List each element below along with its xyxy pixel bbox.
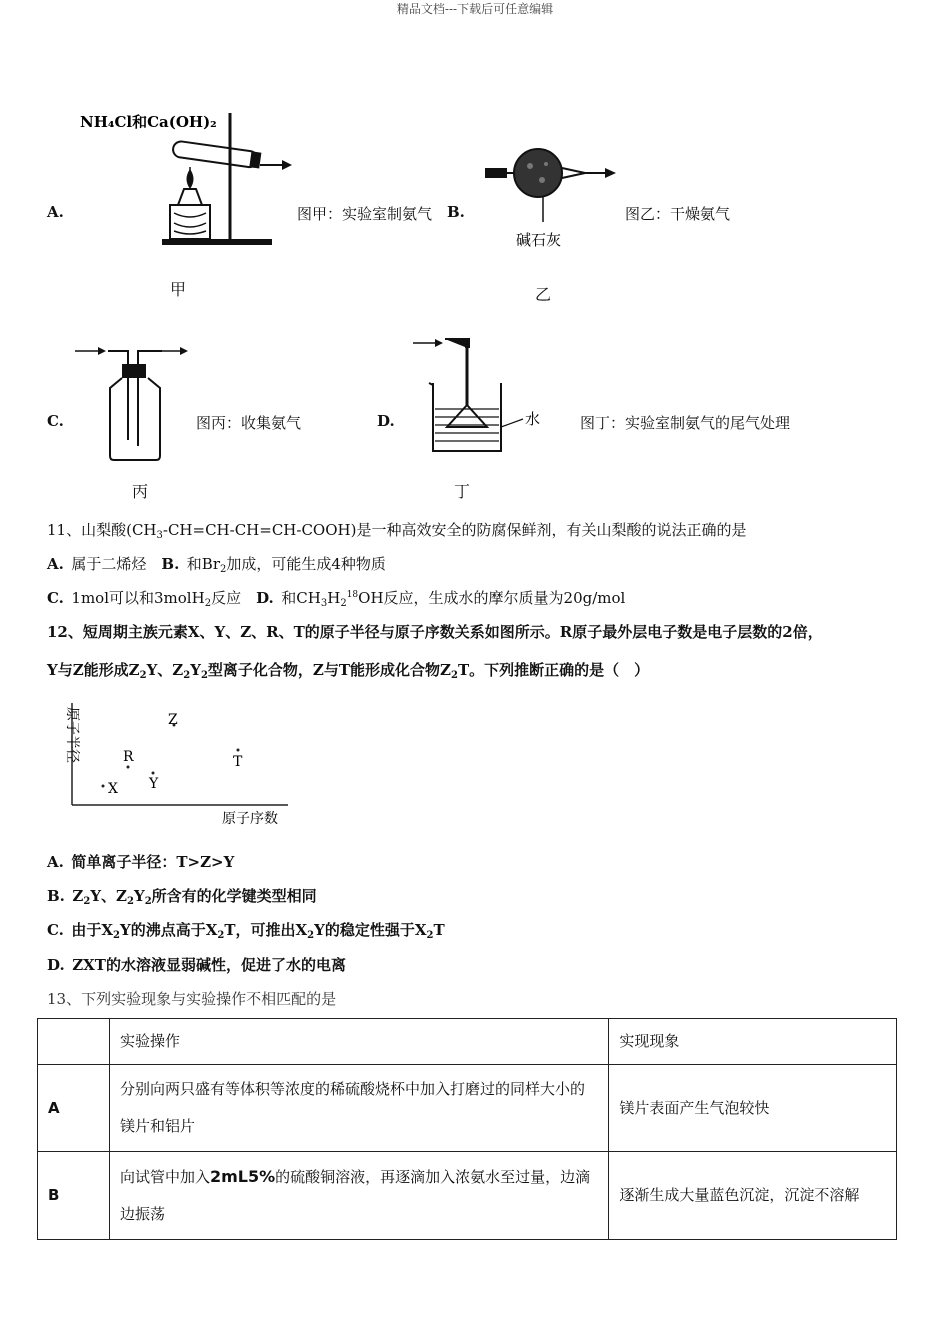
q13-table [37,1018,897,1240]
chart-xlabel: 原子序数 [222,811,278,827]
row-operation: 分别向两只盛有等体积等浓度的稀硫酸烧杯中加入打磨过的同样大小的镁片和铝片 [109,1065,608,1152]
q11-options-ab: A. 属于二烯烃 B. 和$Br_2$加成，可能生成4种物质 [47,555,386,575]
table-header-row [38,1019,897,1065]
apparatus-jia-figure [70,105,300,255]
figure-name-jia: 甲 [170,280,187,299]
table-header-cell: 实验操作 [109,1019,608,1065]
option-b-label: B. [447,203,465,221]
chart-ylabel: 原子半径 [64,707,80,763]
caption-yi: 图乙：干燥氨气 [625,205,731,223]
desiccant-label: 碱石灰 [516,231,562,249]
q12-option-a: A. 简单离子半径：T>Z>Y [47,853,235,871]
row-result: 逐渐生成大量蓝色沉淀，沉淀不溶解 [609,1152,897,1240]
table-header-cell [38,1019,110,1065]
apparatus-yi-figure [480,140,630,260]
point-z: Z [168,712,178,728]
figure-name-ding: 丁 [454,482,471,501]
option-d-label: D. [377,412,395,430]
point-y: Y [149,776,159,792]
q12-stem-line1: 12、短周期主族元素X、Y、Z、R、T的原子半径与原子序数关系如图所示。R原子最外层电子数是电子层数的2倍， [47,623,823,641]
radius-chart [50,695,300,830]
point-r: R [123,749,134,765]
caption-bing: 图丙：收集氨气 [196,414,302,432]
table-row [38,1065,897,1152]
apparatus-ding-figure [405,335,545,460]
row-result: 镁片表面产生气泡较快 [609,1065,897,1152]
q11-options-cd: C. 1mol可以和3molH$_2$反应 D. 和$CH_3H_2^{18}OH$反应，生成水的摩尔质量为20g/mol [47,589,626,609]
row-operation: 向试管中加入2mL5%的硫酸铜溶液，再逐滴加入浓氨水至过量，边滴边振荡 [109,1152,608,1240]
water-label: 水 [525,410,541,428]
option-a-label: A. [47,203,64,221]
figure-name-yi: 乙 [535,285,552,304]
option-c-label: C. [47,412,64,430]
q12-option-c: C. 由于$X_2Y$的沸点高于$X_2T$，可推出$X_2Y$的稳定性强于$X_2T$ [47,921,445,941]
row-key: B [38,1152,110,1240]
apparatus-bing-figure [70,338,200,468]
point-t: T [233,754,243,770]
table-header-cell: 实现现象 [609,1019,897,1065]
reagent-label: NH₄Cl和Ca(OH)₂ [80,113,217,131]
figure-name-bing: 丙 [132,482,149,501]
point-x: X [108,781,118,797]
table-row [38,1152,897,1240]
q12-stem-line2: Y与Z能形成$Z_2Y$、$Z_2Y_2$型离子化合物，Z与T能形成化合物$Z_2T$。下列推断正确的是（ ） [47,661,650,681]
q12-option-b: B. $Z_2Y$、$Z_2Y_2$所含有的化学键类型相同 [47,887,317,907]
q13-stem: 13、下列实验现象与实验操作不相匹配的是 [47,990,337,1008]
page-header: 精品文档---下载后可任意编辑 [396,2,554,16]
q12-option-d: D. ZXT的水溶液显弱碱性，促进了水的电离 [47,956,346,974]
caption-ding: 图丁：实验室制氨气的尾气处理 [580,414,791,432]
row-key: A [38,1065,110,1152]
q11-stem: 11、山梨酸$(CH_3-CH=CH-CH=CH-COOH)$是一种高效安全的防腐保鲜剂，有关山梨酸的说法正确的是 [47,521,747,541]
caption-jia: 图甲：实验室制氨气 [297,205,433,223]
